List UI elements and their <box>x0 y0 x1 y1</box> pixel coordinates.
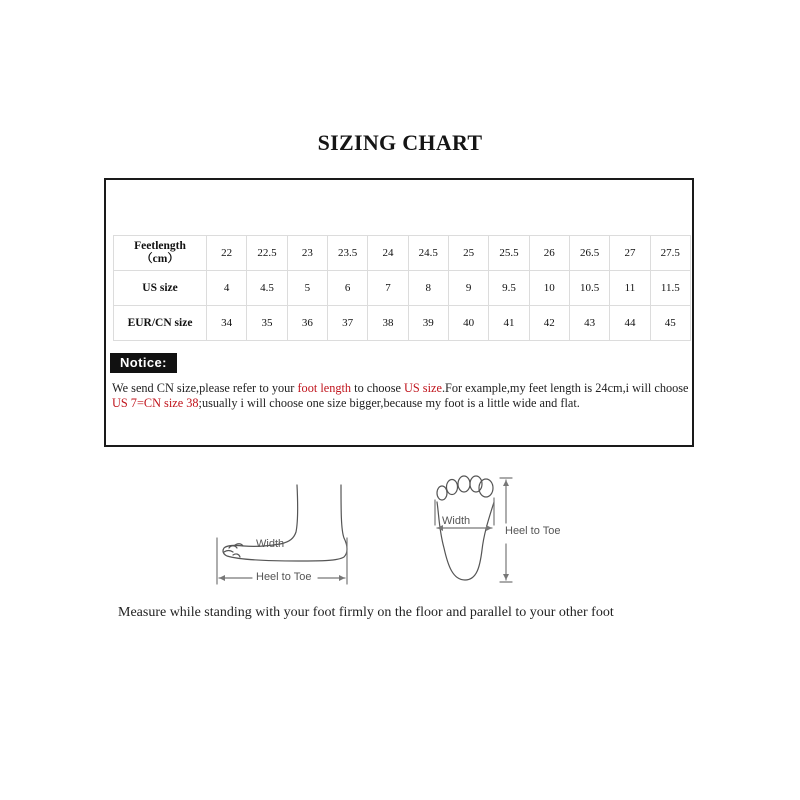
notice-segment: ;usually i will choose one size bigger,because my foot is a little wide and flat. <box>198 395 580 410</box>
table-cell: 4.5 <box>247 271 287 306</box>
table-cell: 39 <box>408 306 448 341</box>
sizing-panel <box>104 178 694 447</box>
notice-segment: We send CN size,please refer to your <box>112 381 298 395</box>
table-cell: 24.5 <box>408 236 448 271</box>
row-header-eur-cn-size: EUR/CN size <box>114 306 207 341</box>
row-header-unit: （cm） <box>141 253 179 265</box>
table-cell: 34 <box>207 306 247 341</box>
table-cell: 35 <box>247 306 287 341</box>
table-row-eur-cn-size <box>114 306 691 341</box>
size-table <box>113 235 691 341</box>
table-cell: 6 <box>327 271 367 306</box>
table-cell: 9 <box>448 271 488 306</box>
table-cell: 22 <box>207 236 247 271</box>
foot-sole-view-figure <box>428 470 578 590</box>
table-cell: 38 <box>368 306 408 341</box>
table-cell: 24 <box>368 236 408 271</box>
table-cell: 43 <box>569 306 609 341</box>
table-cell: 4 <box>207 271 247 306</box>
table-cell: 42 <box>529 306 569 341</box>
table-cell: 7 <box>368 271 408 306</box>
foot-side-view-figure <box>210 480 360 590</box>
notice-highlight-example: US 7=CN size 38 <box>112 395 199 410</box>
table-cell: 5 <box>287 271 327 306</box>
table-cell: 27.5 <box>650 236 690 271</box>
table-cell: 25 <box>448 236 488 271</box>
table-cell: 23 <box>287 236 327 271</box>
measure-caption: Measure while standing with your foot firmly on the floor and parallel to your other foot <box>118 605 614 620</box>
row-header-line: Feetlength <box>134 240 186 252</box>
table-cell: 44 <box>610 306 650 341</box>
table-cell: 10 <box>529 271 569 306</box>
page-title: SIZING CHART <box>317 130 483 155</box>
notice-highlight-us-size: US size <box>404 381 442 395</box>
row-header-us-size: US size <box>114 271 207 306</box>
notice-segment: to choose <box>351 381 405 395</box>
table-cell: 11.5 <box>650 271 690 306</box>
table-cell: 27 <box>610 236 650 271</box>
table-cell: 40 <box>448 306 488 341</box>
table-cell: 37 <box>327 306 367 341</box>
table-cell: 22.5 <box>247 236 287 271</box>
table-cell: 11 <box>610 271 650 306</box>
table-cell: 25.5 <box>489 236 529 271</box>
notice-highlight-foot-length: foot length <box>297 381 352 395</box>
sole-length-label: Heel to Toe <box>505 525 561 537</box>
table-cell: 9.5 <box>489 271 529 306</box>
table-cell: 41 <box>489 306 529 341</box>
row-header-feet-length <box>114 236 207 271</box>
sole-width-label: Width <box>442 515 471 527</box>
side-width-label: Width <box>256 538 285 550</box>
table-cell: 8 <box>408 271 448 306</box>
table-cell: 45 <box>650 306 690 341</box>
table-cell: 23.5 <box>327 236 367 271</box>
notice-label: Notice: <box>110 353 177 373</box>
table-cell: 26 <box>529 236 569 271</box>
notice-segment: .For example,my feet length is 24cm,i will choose <box>441 381 689 395</box>
table-row-us-size <box>114 271 691 306</box>
table-cell: 26.5 <box>569 236 609 271</box>
side-length-label: Heel to Toe <box>256 571 312 583</box>
table-row-feet-length <box>114 236 691 271</box>
table-cell: 36 <box>287 306 327 341</box>
table-cell: 10.5 <box>569 271 609 306</box>
notice-text <box>112 381 690 410</box>
